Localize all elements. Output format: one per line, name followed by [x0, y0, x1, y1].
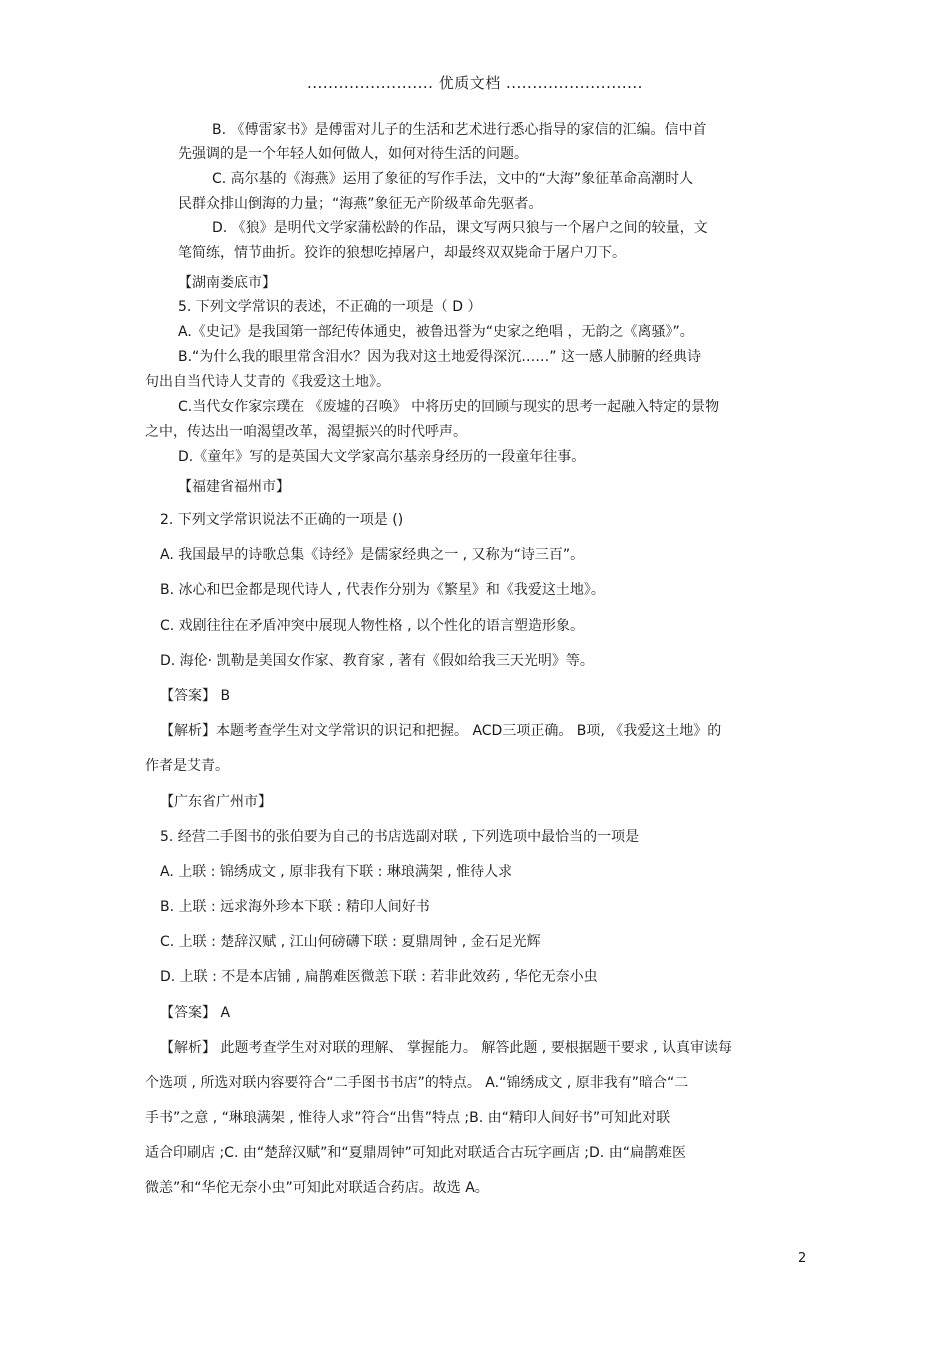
text-line: 先强调的是一个年轻人如何做人，如何对待生活的问题。: [178, 146, 528, 162]
page-number: 2: [798, 1251, 807, 1266]
text-line: 微恙”和“华佗无奈小虫”可知此对联适合药店。故选 A。: [145, 1180, 489, 1196]
option-line: A. 上联 : 锦绣成文 , 原非我有下联 : 琳琅满架 , 惟待人求: [160, 864, 513, 880]
option-line: D.《童年》写的是英国大文学家高尔基亲身经历的一段童年往事。: [178, 449, 586, 465]
text-line: 手书”之意 , “琳琅满架 , 惟待人求”符合“出售”特点 ;B. 由“精印人间好书”可知此对联: [145, 1110, 671, 1126]
option-line: D. 上联 : 不是本店铺 , 扁鹊难医微恙下联 : 若非此效药 , 华佗无奈小虫: [160, 969, 598, 985]
text-line: 句出自当代诗人艾青的《我爱这土地》。: [145, 374, 390, 390]
section-heading: 【湖南娄底市】: [178, 275, 276, 291]
text-line: 之中，传达出一咱渴望改革，渴望振兴的时代呼声。: [145, 424, 467, 440]
text-line: 适合印刷店 ;C. 由“楚辞汉赋”和“夏鼎周钟”可知此对联适合古玩字画店 ;D. 由“扁鹊难医: [145, 1145, 686, 1161]
section-heading: 【福建省福州市】: [178, 479, 290, 495]
option-line: A. 我国最早的诗歌总集《诗经》是儒家经典之一 , 又称为“诗三百”。: [160, 547, 585, 563]
option-line: A.《史记》是我国第一部纪传体通史，被鲁迅誉为“史家之绝唱 ，无韵之《离骚》”。: [178, 324, 694, 340]
text-line: 笔简练，情节曲折。狡诈的狼想吃掉屠户，却最终双双毙命于屠户刀下。: [178, 245, 626, 261]
text-line: 作者是艾青。: [145, 758, 229, 774]
option-line: C.当代女作家宗璞在 《废墟的召唤》 中将历史的回顾与现实的思考一起融入特定的景物: [178, 399, 720, 415]
analysis-line: 【解析】 此题考查学生对对联的理解、 掌握能力。 解答此题 , 要根据题干要求 , 认真审读每: [160, 1040, 733, 1056]
answer-line: 【答案】 A: [160, 1005, 231, 1021]
text-line: 个选项 , 所选对联内容要符合“二手图书书店”的特点。 A.“锦绣成文 , 原非我有”暗合“二: [145, 1075, 689, 1091]
text-line: C. 高尔基的《海燕》运用了象征的写作手法，文中的“大海”象征革命高潮时人: [212, 171, 694, 187]
analysis-line: 【解析】本题考查学生对文学常识的识记和把握。 ACD三项正确。 B项, 《我爱这土地》的: [160, 723, 722, 739]
option-line: C. 戏剧往往在矛盾冲突中展现人物性格 , 以个性化的语言塑造形象。: [160, 618, 585, 634]
question-stem: 5. 经营二手图书的张伯要为自己的书店选副对联 , 下列选项中最恰当的一项是: [160, 829, 640, 845]
answer-line: 【答案】 B: [160, 688, 231, 704]
text-line: B. 《傅雷家书》是傅雷对儿子的生活和艺术进行悉心指导的家信的汇编。信中首: [212, 122, 707, 138]
question-stem: 2. 下列文学常识说法不正确的一项是 (): [160, 512, 404, 528]
option-line: B. 上联 : 远求海外珍本下联 : 精印人间好书: [160, 899, 430, 915]
option-line: D. 海伦· 凯勒是美国女作家、教育家 , 著有《假如给我三天光明》等。: [160, 653, 594, 669]
section-heading: 【广东省广州市】: [160, 794, 272, 810]
option-line: C. 上联 : 楚辞汉赋 , 江山何磅礴下联 : 夏鼎周钟 , 金石足光辉: [160, 934, 541, 950]
option-line: B. 冰心和巴金都是现代诗人 , 代表作分别为《繁星》和《我爱这土地》。: [160, 582, 605, 598]
page-header: ........................ 优质文档 ..........................: [307, 74, 643, 92]
question-stem: 5. 下列文学常识的表述，不正确的一项是（ D ）: [178, 299, 482, 315]
text-line: 民群众排山倒海的力量；“海燕”象征无产阶级革命先驱者。: [178, 196, 543, 212]
option-line: B.“为什么我的眼里常含泪水？因为我对这土地爱得深沉……” 这一感人肺腑的经典诗: [178, 349, 702, 365]
text-line: D. 《狼》是明代文学家蒲松龄的作品，课文写两只狼与一个屠户之间的较量，文: [212, 220, 708, 236]
